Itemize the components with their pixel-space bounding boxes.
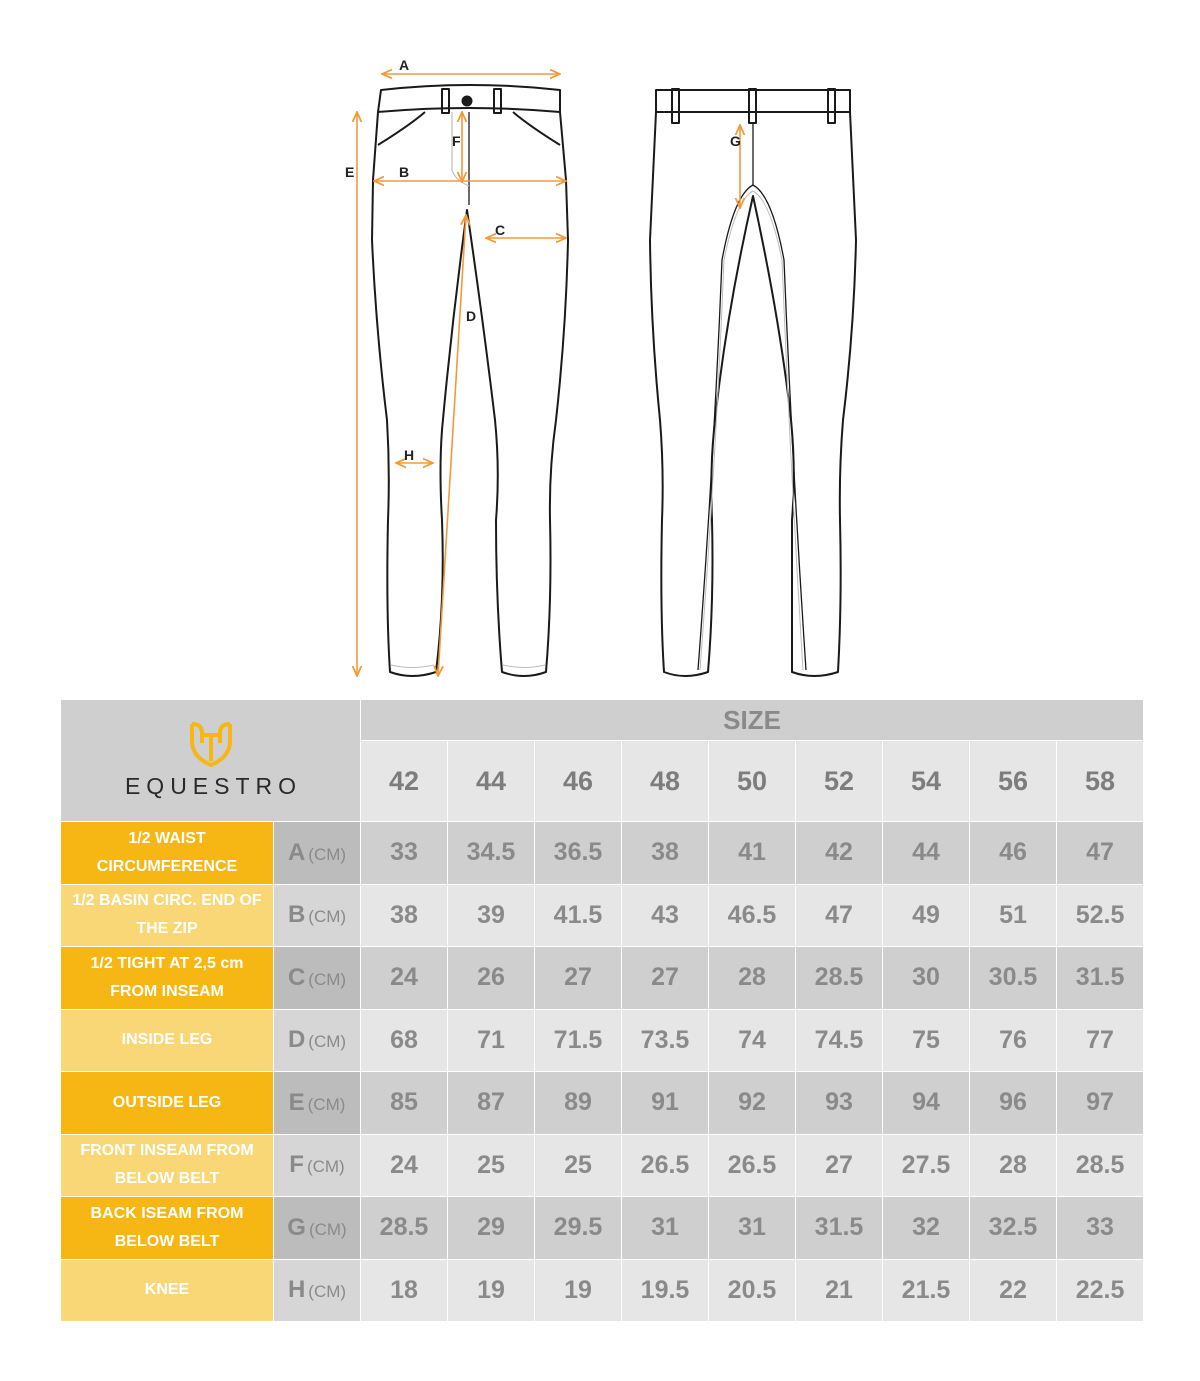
label-f: F — [452, 133, 461, 149]
measurement-value: 87 — [448, 1072, 535, 1135]
measurement-value: 19 — [535, 1259, 622, 1322]
measurement-value: 27 — [622, 947, 709, 1010]
measurement-value: 18 — [361, 1259, 448, 1322]
size-column-header: 56 — [970, 741, 1057, 822]
size-column-header: 58 — [1057, 741, 1144, 822]
back-view-breeches — [650, 89, 856, 676]
measurement-value: 20.5 — [709, 1259, 796, 1322]
measurement-value: 29 — [448, 1197, 535, 1260]
measurement-value: 96 — [970, 1072, 1057, 1135]
measurement-value: 28.5 — [796, 947, 883, 1010]
measurement-unit: (CM) — [307, 1094, 346, 1114]
measurement-value: 75 — [883, 1009, 970, 1072]
measurement-code-letter: G — [287, 1213, 306, 1241]
measurement-value: 27 — [796, 1134, 883, 1197]
size-column-header: 54 — [883, 741, 970, 822]
measurement-value: 31 — [709, 1197, 796, 1260]
label-g: G — [730, 133, 741, 149]
size-column-header: 44 — [448, 741, 535, 822]
measurement-value: 33 — [1057, 1197, 1144, 1260]
measurement-value: 52.5 — [1057, 884, 1144, 947]
measurement-value: 29.5 — [535, 1197, 622, 1260]
measurement-value: 71 — [448, 1009, 535, 1072]
measurement-value: 74 — [709, 1009, 796, 1072]
measurement-value: 46 — [970, 822, 1057, 885]
brand-name: EQUESTRO — [124, 773, 303, 799]
measurement-value: 30 — [883, 947, 970, 1010]
measurement-value: 26 — [448, 947, 535, 1010]
measurement-value: 92 — [709, 1072, 796, 1135]
label-a: A — [399, 57, 410, 73]
size-column-header: 42 — [361, 741, 448, 822]
measurement-value: 68 — [361, 1009, 448, 1072]
measurement-code — [274, 1259, 361, 1322]
size-column-header: 46 — [535, 741, 622, 822]
measurement-code — [274, 1197, 361, 1260]
measurement-unit: (CM) — [306, 1157, 345, 1177]
measurement-value: 38 — [361, 884, 448, 947]
measurement-label: 1/2 BASIN CIRC. END OF THE ZIP — [61, 884, 274, 947]
measurement-value: 38 — [622, 822, 709, 885]
measurement-value: 39 — [448, 884, 535, 947]
measurement-value: 22.5 — [1057, 1259, 1144, 1322]
measurement-label: 1/2 WAIST CIRCUMFERENCE — [61, 822, 274, 885]
measurement-value: 27.5 — [883, 1134, 970, 1197]
label-e: E — [345, 164, 355, 180]
measurement-value: 31.5 — [1057, 947, 1144, 1010]
size-column-header: 52 — [796, 741, 883, 822]
measurement-value: 24 — [361, 947, 448, 1010]
measurement-row — [61, 1072, 1144, 1135]
measurement-code — [274, 1072, 361, 1135]
brand-logo-cell — [61, 700, 361, 822]
size-column-header: 50 — [709, 741, 796, 822]
measurement-row — [61, 822, 1144, 885]
label-h: H — [404, 447, 415, 463]
measurement-value: 24 — [361, 1134, 448, 1197]
measurement-code — [274, 947, 361, 1010]
measurement-value: 41.5 — [535, 884, 622, 947]
measurement-value: 34.5 — [448, 822, 535, 885]
size-header: SIZE — [361, 700, 1144, 741]
measurement-value: 73.5 — [622, 1009, 709, 1072]
measurement-value: 47 — [796, 884, 883, 947]
measurement-value: 89 — [535, 1072, 622, 1135]
measurement-code-letter: F — [289, 1151, 304, 1179]
measurement-value: 51 — [970, 884, 1057, 947]
measurement-value: 26.5 — [622, 1134, 709, 1197]
measurement-value: 32 — [883, 1197, 970, 1260]
measurement-value: 19 — [448, 1259, 535, 1322]
measurement-label: KNEE — [61, 1259, 274, 1322]
measurement-unit: (CM) — [308, 1282, 347, 1302]
measurement-code — [274, 884, 361, 947]
measurement-value: 28 — [970, 1134, 1057, 1197]
measurement-row — [61, 884, 1144, 947]
label-b: B — [399, 164, 410, 180]
measurement-value: 47 — [1057, 822, 1144, 885]
measurement-value: 77 — [1057, 1009, 1144, 1072]
measurement-value: 28 — [709, 947, 796, 1010]
label-c: C — [495, 222, 506, 238]
measurement-row — [61, 1259, 1144, 1322]
measurement-code-letter: E — [288, 1088, 305, 1116]
measurement-value: 28.5 — [1057, 1134, 1144, 1197]
measurement-code-letter: B — [287, 901, 306, 929]
measurement-row — [61, 947, 1144, 1010]
label-d: D — [466, 308, 477, 324]
measurement-value: 91 — [622, 1072, 709, 1135]
measurement-value: 26.5 — [709, 1134, 796, 1197]
measurement-unit: (CM) — [308, 907, 347, 927]
measurement-code-letter: A — [287, 838, 306, 866]
measurement-value: 30.5 — [970, 947, 1057, 1010]
measurement-code — [274, 1134, 361, 1197]
measurement-value: 71.5 — [535, 1009, 622, 1072]
measurement-value: 36.5 — [535, 822, 622, 885]
measurement-value: 33 — [361, 822, 448, 885]
size-header-row — [61, 700, 1144, 741]
measurement-code-letter: C — [287, 963, 306, 991]
measurement-value: 46.5 — [709, 884, 796, 947]
measurement-unit: (CM) — [308, 1032, 347, 1052]
measurement-value: 31.5 — [796, 1197, 883, 1260]
measurement-unit: (CM) — [308, 1219, 347, 1239]
measurement-row — [61, 1009, 1144, 1072]
measurement-value: 27 — [535, 947, 622, 1010]
measurement-value: 93 — [796, 1072, 883, 1135]
measurement-code — [274, 822, 361, 885]
measurement-value: 22 — [970, 1259, 1057, 1322]
equestro-crest-icon — [187, 721, 235, 767]
measurement-value: 76 — [970, 1009, 1057, 1072]
measurement-value: 21 — [796, 1259, 883, 1322]
measurement-value: 85 — [361, 1072, 448, 1135]
measurement-value: 21.5 — [883, 1259, 970, 1322]
measurement-value: 25 — [535, 1134, 622, 1197]
measurement-value: 25 — [448, 1134, 535, 1197]
measurement-label: BACK ISEAM FROM BELOW BELT — [61, 1197, 274, 1260]
measurement-value: 49 — [883, 884, 970, 947]
measurement-arrows — [357, 74, 740, 676]
measurement-value: 74.5 — [796, 1009, 883, 1072]
measurement-label: 1/2 TIGHT AT 2,5 cm FROM INSEAM — [61, 947, 274, 1010]
measurement-value: 31 — [622, 1197, 709, 1260]
measurement-value: 94 — [883, 1072, 970, 1135]
measurement-label: OUTSIDE LEG — [61, 1072, 274, 1135]
measurement-value: 97 — [1057, 1072, 1144, 1135]
measurement-unit: (CM) — [308, 844, 347, 864]
measurement-code-letter: H — [287, 1276, 306, 1304]
measurement-value: 44 — [883, 822, 970, 885]
measurement-code — [274, 1009, 361, 1072]
measurement-code-letter: D — [287, 1026, 306, 1054]
measurement-value: 43 — [622, 884, 709, 947]
measurement-value: 41 — [709, 822, 796, 885]
measurement-value: 42 — [796, 822, 883, 885]
measurement-value: 19.5 — [622, 1259, 709, 1322]
measurement-value: 32.5 — [970, 1197, 1057, 1260]
size-chart-table — [60, 699, 1144, 1322]
measurement-label: INSIDE LEG — [61, 1009, 274, 1072]
size-column-header: 48 — [622, 741, 709, 822]
measurement-unit: (CM) — [308, 969, 347, 989]
measurement-row — [61, 1197, 1144, 1260]
measurement-value: 28.5 — [361, 1197, 448, 1260]
measurement-label: FRONT INSEAM FROM BELOW BELT — [61, 1134, 274, 1197]
measurement-row — [61, 1134, 1144, 1197]
